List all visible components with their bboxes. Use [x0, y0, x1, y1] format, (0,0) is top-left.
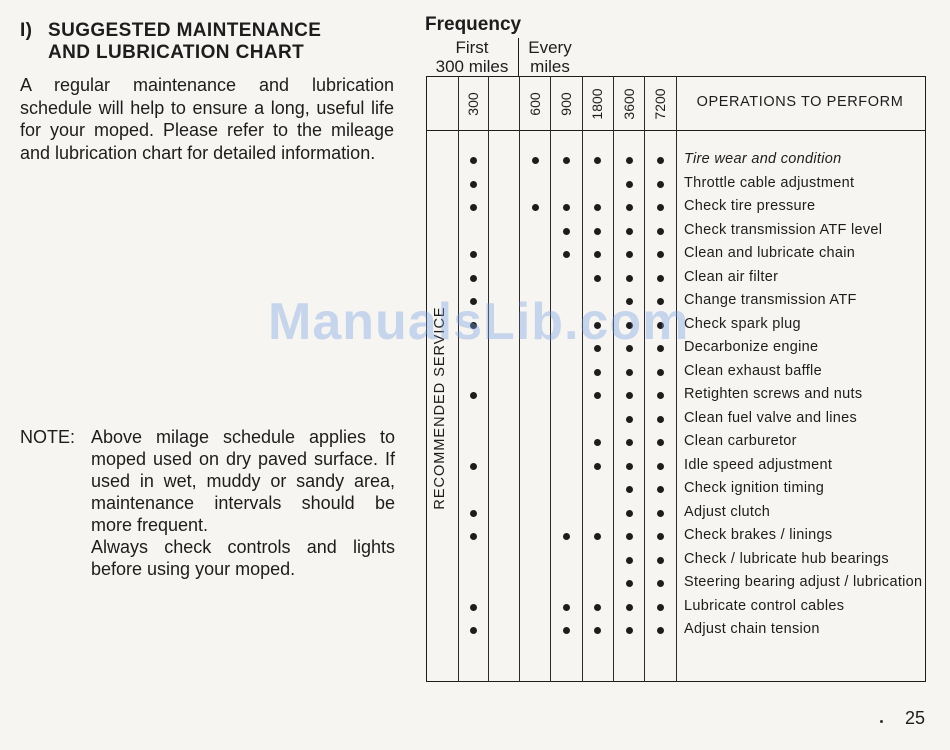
mileage-header-7200: 7200: [652, 88, 668, 120]
service-dot: [563, 157, 570, 164]
operation-label: Check spark plug: [684, 315, 801, 332]
service-dot: [657, 369, 664, 376]
service-dot: [532, 157, 539, 164]
operation-label: Check / lubricate hub bearings: [684, 550, 889, 567]
service-dot: [626, 298, 633, 305]
mileage-header-600: 600: [527, 92, 543, 116]
service-dot: [626, 604, 633, 611]
operation-label: Clean and lubricate chain: [684, 245, 856, 261]
table-row: [426, 572, 926, 595]
service-dot: [626, 204, 633, 211]
table-row: [426, 267, 926, 290]
operation-label: Check tire pressure: [684, 198, 816, 214]
operation-label: Change transmission ATF: [684, 292, 857, 308]
service-dot: [594, 204, 601, 211]
header-divider: [518, 38, 519, 76]
service-dot: [657, 439, 664, 446]
service-dot: [626, 157, 633, 164]
service-dot: [470, 322, 477, 329]
service-dot: [594, 627, 601, 634]
table-row: [426, 149, 926, 172]
table-row: [426, 596, 926, 619]
operation-label: Adjust clutch: [684, 503, 771, 520]
service-dot: [626, 557, 633, 564]
service-dot: [657, 181, 664, 188]
service-dot: [470, 604, 477, 611]
table-row: [426, 337, 926, 360]
service-dot: [657, 486, 664, 493]
service-dot: [470, 204, 477, 211]
service-dot: [657, 416, 664, 423]
operation-label: Clean fuel valve and lines: [684, 409, 858, 426]
table-row: [426, 525, 926, 548]
service-dot: [657, 510, 664, 517]
every-header-label: Every: [528, 38, 572, 57]
service-dot: [594, 228, 601, 235]
service-dot: [657, 251, 664, 258]
service-dot: [594, 251, 601, 258]
service-dot: [470, 275, 477, 282]
service-dot: [532, 204, 539, 211]
service-dot: [657, 557, 664, 564]
service-dot: [626, 463, 633, 470]
table-row: [426, 196, 926, 219]
service-dot: [657, 463, 664, 470]
service-dot: [626, 345, 633, 352]
service-dot: [657, 157, 664, 164]
note-text-1: Above milage schedule applies to moped used on dry paved surface. If used in wet, muddy or sandy area, maintenance intervals should be more frequent.: [91, 427, 395, 535]
mileage-header-3600: 3600: [621, 88, 637, 120]
service-dot: [594, 392, 601, 399]
mileage-header-1800: 1800: [589, 88, 605, 120]
table-row: [426, 478, 926, 501]
service-dot: [563, 228, 570, 235]
table-row: [426, 243, 926, 266]
service-dot: [594, 463, 601, 470]
service-dot: [470, 463, 477, 470]
watermark: ManualsLib.com: [268, 293, 690, 351]
service-dot: [657, 580, 664, 587]
service-dot: [657, 298, 664, 305]
table-row: [426, 502, 926, 525]
first-service-header: [428, 38, 516, 76]
service-dot: [470, 251, 477, 258]
table-row: [426, 220, 926, 243]
table-row: [426, 173, 926, 196]
operation-label: Clean air filter: [684, 268, 779, 285]
table-row: [426, 314, 926, 337]
service-dot: [594, 275, 601, 282]
service-dot: [626, 369, 633, 376]
operations-header: OPERATIONS TO PERFORM: [696, 94, 904, 110]
service-dot: [563, 204, 570, 211]
note-text-2: Always check controls and lights before using your moped.: [91, 537, 395, 579]
service-dot: [626, 580, 633, 587]
operation-label: Check ignition timing: [684, 480, 825, 496]
operation-label: Lubricate control cables: [684, 597, 845, 614]
service-dot: [626, 251, 633, 258]
page-number: 25: [905, 708, 926, 728]
service-dot: [470, 392, 477, 399]
service-dot: [563, 533, 570, 540]
operation-label: Clean exhaust baffle: [684, 362, 822, 379]
first-header-sub: 300 miles: [435, 57, 509, 76]
operation-label: Tire wear and condition: [684, 151, 842, 167]
service-dot: [626, 322, 633, 329]
service-dot: [470, 181, 477, 188]
operation-label: Decarbonize engine: [684, 339, 819, 355]
service-dot: [626, 228, 633, 235]
every-header-sub: miles: [530, 57, 570, 76]
service-dot: [626, 181, 633, 188]
operation-label: Idle speed adjustment: [684, 456, 833, 473]
mileage-header-900: 900: [558, 92, 574, 116]
service-dot: [470, 510, 477, 517]
every-service-header: [522, 38, 578, 76]
section-title-line2: AND LUBRICATION CHART: [48, 42, 305, 63]
section-title-line1: SUGGESTED MAINTENANCE: [48, 20, 322, 41]
service-dot: [470, 533, 477, 540]
service-dot: [657, 392, 664, 399]
intro-paragraph: A regular maintenance and lubrication schedule will help to ensure a long, useful life for your moped. Please refer to the mileage and lubrication chart for detailed information.: [20, 75, 394, 163]
service-dot: [657, 627, 664, 634]
operation-label: Adjust chain tension: [684, 621, 820, 637]
service-dot: [594, 322, 601, 329]
table-row: [426, 431, 926, 454]
first-header-label: First: [455, 38, 489, 57]
service-dot: [657, 604, 664, 611]
service-dot: [563, 251, 570, 258]
table-row: [426, 549, 926, 572]
service-dot: [626, 627, 633, 634]
service-dot: [594, 533, 601, 540]
service-dot: [470, 157, 477, 164]
table-row: [426, 455, 926, 478]
service-dot: [657, 322, 664, 329]
service-dot: [626, 510, 633, 517]
table-row: [426, 408, 926, 431]
table-row: [426, 361, 926, 384]
service-dot: [626, 392, 633, 399]
table-row: [426, 384, 926, 407]
service-dot: [594, 345, 601, 352]
service-dot: [563, 604, 570, 611]
service-dot: [563, 627, 570, 634]
service-dot: [626, 416, 633, 423]
operation-label: Check transmission ATF level: [684, 221, 883, 238]
page-dot: [880, 720, 883, 723]
frequency-title: Frequency: [425, 14, 522, 35]
service-dot: [657, 204, 664, 211]
service-dot: [470, 298, 477, 305]
mileage-header-300: 300: [465, 92, 481, 116]
service-dot: [626, 486, 633, 493]
operation-label: Check brakes / linings: [684, 527, 833, 543]
operation-label: Throttle cable adjustment: [684, 174, 855, 191]
operation-label: Clean carburetor: [684, 433, 797, 449]
service-dot: [594, 604, 601, 611]
service-dot: [626, 439, 633, 446]
operation-label: Steering bearing adjust / lubrication: [684, 574, 923, 590]
service-dot: [594, 369, 601, 376]
service-dot: [594, 439, 601, 446]
service-dot: [657, 345, 664, 352]
table-row: [426, 619, 926, 642]
service-dot: [470, 627, 477, 634]
service-dot: [657, 275, 664, 282]
service-dot: [594, 157, 601, 164]
service-dot: [657, 228, 664, 235]
service-dot: [626, 275, 633, 282]
note-label: NOTE:: [20, 427, 76, 447]
table-row: [426, 290, 926, 313]
recommended-service-label: RECOMMENDED SERVICE: [432, 306, 448, 510]
service-dot: [657, 533, 664, 540]
operation-label: Retighten screws and nuts: [684, 386, 863, 402]
service-dot: [626, 533, 633, 540]
section-number: I): [20, 20, 33, 41]
